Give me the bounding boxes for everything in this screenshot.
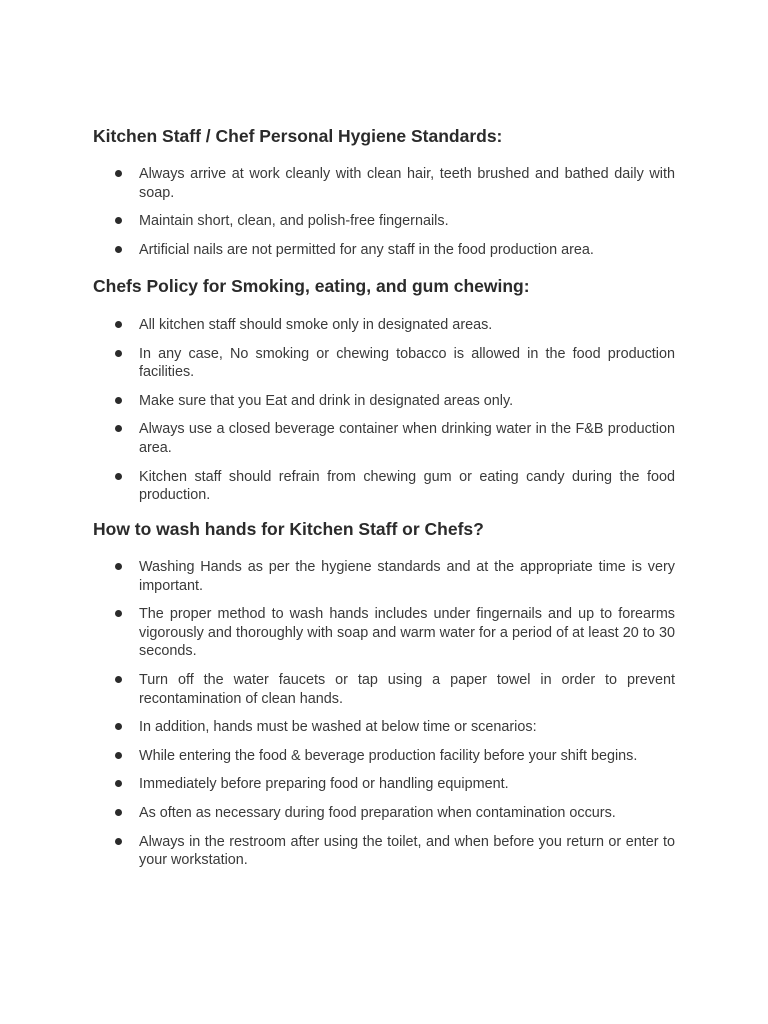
bullet-icon — [115, 350, 122, 357]
list-item-text: Kitchen staff should refrain from chewing gum or eating candy during the food production. — [139, 468, 675, 504]
bullet-icon — [115, 397, 122, 404]
list-item — [93, 212, 675, 231]
section-heading: Chefs Policy for Smoking, eating, and gum chewing: — [93, 276, 530, 296]
list-item — [93, 165, 675, 202]
bullet-list — [93, 316, 675, 505]
list-item — [93, 241, 675, 260]
bullet-icon — [115, 321, 122, 328]
list-item-text: All kitchen staff should smoke only in designated areas. — [139, 317, 493, 333]
section-personal-hygiene — [93, 125, 675, 269]
list-item-text: Washing Hands as per the hygiene standards and at the appropriate time is very important. — [139, 559, 675, 594]
list-item — [93, 605, 675, 661]
section-smoking-policy — [93, 275, 675, 515]
list-item-text: While entering the food & beverage production facility before your shift begins. — [139, 747, 638, 764]
list-item-text: Maintain short, clean, and polish-free fingernails. — [139, 213, 449, 230]
list-item — [93, 316, 675, 335]
list-item — [93, 833, 675, 870]
bullet-icon — [115, 838, 122, 845]
list-item-text: In any case, No smoking or chewing tobacco is allowed in the food production facilities. — [139, 345, 675, 381]
bullet-icon — [115, 170, 122, 177]
list-item-text: Always arrive at work cleanly with clean hair, teeth brushed and bathed daily with soap. — [139, 166, 675, 201]
list-item — [93, 671, 675, 708]
list-item-text: The proper method to wash hands includes under fingernails and up to forearms vigorously and thoroughly with soap and warm water for a period of at least 20 to 30 seconds. — [139, 606, 675, 660]
list-item-text: Immediately before preparing food or handling equipment. — [139, 776, 509, 793]
list-item-text: Always in the restroom after using the toilet, and when before you return or enter to your workstation. — [139, 833, 675, 869]
list-item-text: Artificial nails are not permitted for any staff in the food production area. — [139, 241, 594, 258]
list-item-text: Make sure that you Eat and drink in designated areas only. — [139, 392, 514, 409]
list-item — [93, 558, 675, 595]
list-item — [93, 718, 675, 737]
list-item-text: Always use a closed beverage container when drinking water in the F&B production area. — [139, 421, 675, 456]
bullet-icon — [115, 723, 122, 730]
bullet-icon — [115, 752, 122, 759]
list-item — [93, 468, 675, 505]
bullet-icon — [115, 425, 122, 432]
list-item — [93, 747, 675, 766]
section-heading: How to wash hands for Kitchen Staff or Chefs? — [93, 519, 484, 539]
list-item-text: In addition, hands must be washed at below time or scenarios: — [139, 719, 537, 736]
bullet-icon — [115, 610, 122, 617]
section-hand-washing — [93, 518, 675, 880]
list-item — [93, 392, 675, 411]
bullet-icon — [115, 246, 122, 253]
bullet-icon — [115, 780, 122, 787]
bullet-icon — [115, 676, 122, 683]
list-item-text: Turn off the water faucets or tap using a paper towel in order to prevent recontamination of clean hands. — [139, 671, 675, 707]
bullet-icon — [115, 809, 122, 816]
bullet-icon — [115, 473, 122, 480]
list-item-text: As often as necessary during food preparation when contamination occurs. — [139, 804, 616, 821]
list-item — [93, 420, 675, 457]
list-item — [93, 775, 675, 794]
bullet-icon — [115, 217, 122, 224]
list-item — [93, 345, 675, 382]
section-heading: Kitchen Staff / Chef Personal Hygiene Standards: — [93, 126, 503, 146]
bullet-icon — [115, 563, 122, 570]
bullet-list — [93, 558, 675, 870]
bullet-list — [93, 165, 675, 259]
list-item — [93, 804, 675, 823]
